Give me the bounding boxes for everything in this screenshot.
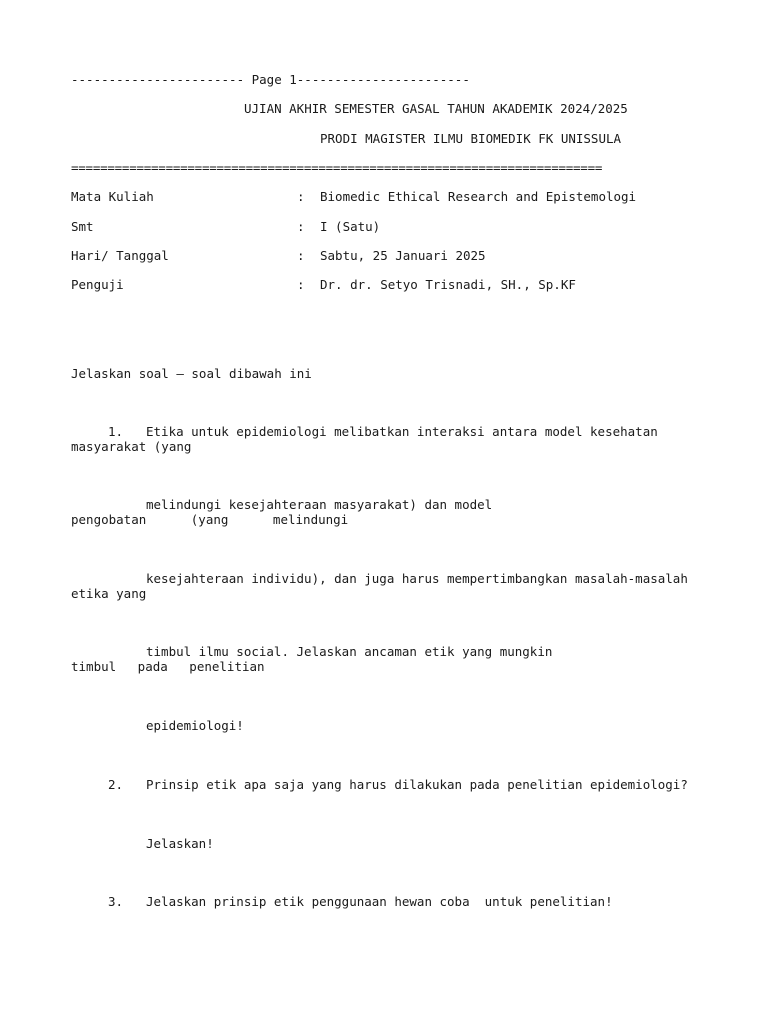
- question-line: Jelaskan prinsip etik penggunaan hewan coba untuk penelitian!: [146, 894, 613, 909]
- semester-label: Smt: [71, 219, 94, 234]
- examiner-value: Dr. dr. Setyo Trisnadi, SH., Sp.KF: [320, 277, 576, 292]
- semester-value: I (Satu): [320, 219, 381, 234]
- question-line: Etika untuk epidemiologi melibatkan interaksi antara model kesehatan: [146, 424, 658, 439]
- question-line: timbul ilmu social. Jelaskan ancaman etik yang mungkin: [146, 644, 553, 659]
- question-line: melindungi kesejahteraan masyarakat) dan model: [146, 497, 493, 512]
- page-marker: ----------------------- Page 1-----------------------: [71, 72, 470, 87]
- question-number: 2.: [108, 777, 124, 792]
- question-number: 1.: [108, 424, 124, 439]
- program-name: PRODI MAGISTER ILMU BIOMEDIK FK UNISSULA: [320, 131, 622, 146]
- question-number: 3.: [108, 894, 124, 909]
- date-value: Sabtu, 25 Januari 2025: [320, 248, 486, 263]
- header-separator: =========================================================================: [71, 160, 603, 175]
- question-line: timbul pada penelitian: [71, 659, 265, 674]
- date-colon: :: [297, 248, 305, 263]
- date-label: Hari/ Tanggal: [71, 248, 169, 263]
- semester-colon: :: [297, 219, 305, 234]
- examiner-colon: :: [297, 277, 305, 292]
- question-line: pengobatan (yang melindungi: [71, 512, 349, 527]
- question-line: Jelaskan!: [146, 836, 214, 851]
- instruction: Jelaskan soal – soal dibawah ini: [71, 366, 312, 381]
- course-label: Mata Kuliah: [71, 189, 154, 204]
- course-value: Biomedic Ethical Research and Epistemologi: [320, 189, 637, 204]
- question-line: Prinsip etik apa saja yang harus dilakukan pada penelitian epidemiologi?: [146, 777, 688, 792]
- question-line: kesejahteraan individu), dan juga harus mempertimbangkan masalah-masalah: [146, 571, 688, 586]
- question-line: epidemiologi!: [146, 718, 244, 733]
- exam-title: UJIAN AKHIR SEMESTER GASAL TAHUN AKADEMIK 2024/2025: [244, 101, 628, 116]
- examiner-label: Penguji: [71, 277, 124, 292]
- question-paragraph: [71, 497, 683, 512]
- question-line: masyarakat (yang: [71, 439, 192, 454]
- question-paragraph: [71, 644, 683, 659]
- question-line: etika yang: [71, 586, 147, 601]
- course-colon: :: [297, 189, 305, 204]
